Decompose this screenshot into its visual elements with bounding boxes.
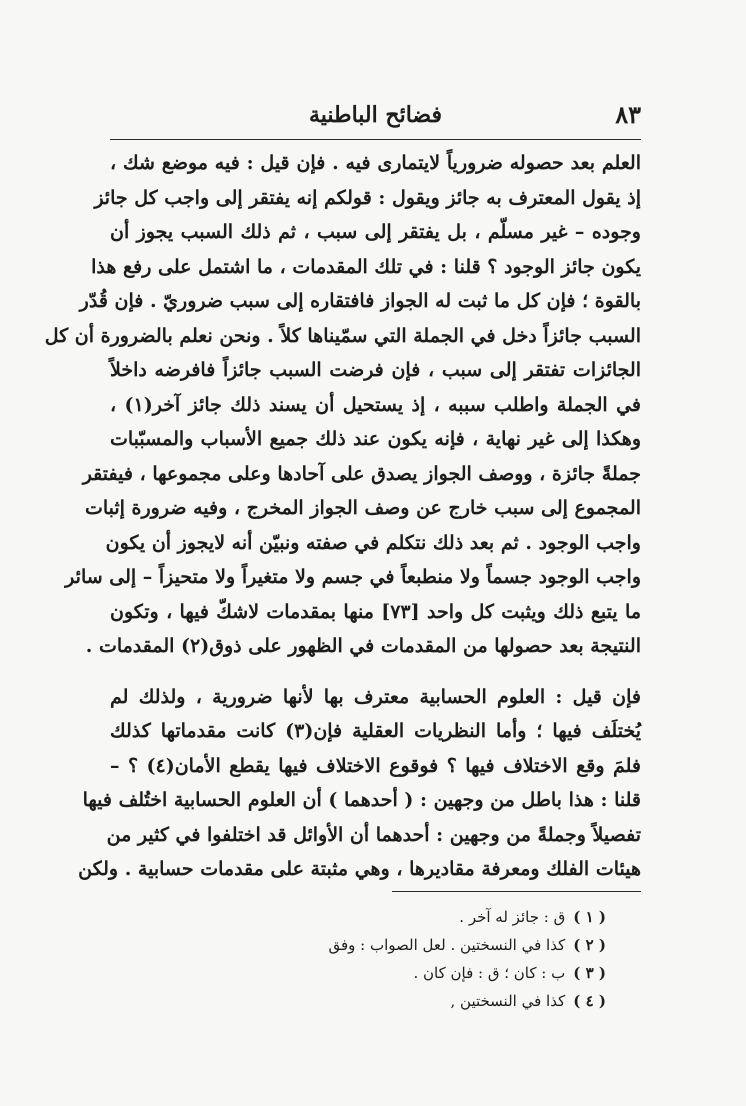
main-text xyxy=(44,146,641,887)
footnote xyxy=(110,959,606,987)
footnotes xyxy=(110,903,606,1015)
text-line: قلنا : هذا باطل من وجهين : ( أحدهما ) أن العلوم الحسابية اختُلف فيها xyxy=(82,789,641,811)
text-line: المجموع إلى سبب خارج عن وصف الجواز المخرج ، وفيه ضرورة إثبات xyxy=(84,497,641,519)
footnote-text: كذا في النسختين . لعل الصواب : وفق xyxy=(328,936,566,954)
text-line: يكون جائز الوجود ؟ قلنا : في تلك المقدمات ، ما اشتمل على رفع هذا xyxy=(91,255,641,278)
text-line: فلمَ وقع الاختلاف فيها ؟ فوقوع الاختلاف فيها يقطع الأمان(٤) ؟ – xyxy=(110,754,641,777)
paragraph-1 xyxy=(44,146,641,664)
header-rule xyxy=(110,139,641,140)
text-line: العلم بعد حصوله ضرورياً لايتمارى فيه . فإن قيل : فيه موضع شك ، xyxy=(110,152,641,174)
footnote-number: ( ٣ ) xyxy=(573,964,606,982)
text-line: إذ يقول المعترف به جائز ويقول : قولكم إنه يفتقر إلى واجب كل جائز xyxy=(94,186,641,209)
footnote-number: ( ٢ ) xyxy=(573,936,606,954)
page-header xyxy=(110,98,641,138)
text-line: وهكذا إلى غير نهاية ، فإنه يكون عند ذلك جميع الأسباب والمسبّبات xyxy=(110,428,641,450)
text-line: ما يتبع ذلك ويثبت كل واحد [٧٣] منها بمقدمات لاشكّ فيها ، وتكون xyxy=(110,600,641,623)
text-line: السبب جائزاً دخل في الجملة التي سمّيناها كلاً . ونحن نعلم بالضرورة أن كل xyxy=(44,324,641,347)
footnote-text: ب : كان ؛ ق : فإن كان . xyxy=(413,964,566,982)
text-line: وجوده – غير مسلّم ، بل يفتقر إلى سبب ، ثم ذلك السبب يجوز أن xyxy=(110,221,641,243)
text-line: جملةً جائزة ، ووصف الجواز يصدق على آحادها وعلى مجموعها ، فيفتقر xyxy=(82,462,641,485)
running-title: فضائح الباطنية xyxy=(308,102,443,128)
text-line: تفصيلاً وجملةً من وجهين : أحدهما أن الأوائل قد اختلفوا في كثير من xyxy=(106,823,641,846)
text-line: واجب الوجود . ثم بعد ذلك نتكلم في صفته ونبيّن أنه لايجوز أن يكون xyxy=(105,531,641,554)
footnote-text: ق : جائز له آخر . xyxy=(459,908,566,926)
text-line: بالقوة ؛ فإن كل ما ثبت له الجواز فافتقاره إلى سبب ضروريّ . فإن قُدّر xyxy=(79,290,641,312)
text-line: الجائزات تفتقر إلى سبب ، فإن فرضت السبب جائزاً فافرضه داخلاً xyxy=(110,359,641,381)
text-line: فإن قيل : العلوم الحسابية معترف بها لأنها ضرورية ، ولذلك لم xyxy=(110,685,641,708)
footnote xyxy=(110,987,606,1015)
footnote-rule xyxy=(392,891,641,892)
page-number: ٨٣ xyxy=(615,100,641,129)
footnote-text: كذا في النسختين , xyxy=(450,992,566,1010)
footnote xyxy=(110,931,606,959)
footnote-number: ( ٤ ) xyxy=(573,992,606,1010)
text-line: في الجملة واطلب سببه ، إذ يستحيل أن يسند ذلك جائز آخر(١) ، xyxy=(110,393,641,416)
paragraph-2 xyxy=(78,680,641,887)
footnote-number: ( ١ ) xyxy=(573,908,606,926)
text-line: النتيجة بعد حصولها من المقدمات في الظهور على ذوق(٢) المقدمات . xyxy=(85,635,641,657)
text-line: واجب الوجود جسماً ولا منطبعاً في جسم ولا متغيراً ولا متحيزاً – إلى سائر xyxy=(65,566,641,588)
footnote xyxy=(110,903,606,931)
text-line: يُختلَف فيها ؛ وأما النظريات العقلية فإن(٣) كانت مقدماتها كذلك xyxy=(110,720,641,742)
text-line: هيئات الفلك ومعرفة مقاديرها ، وهي مثبتة على مقدمات حسابية . ولكن xyxy=(78,858,641,880)
